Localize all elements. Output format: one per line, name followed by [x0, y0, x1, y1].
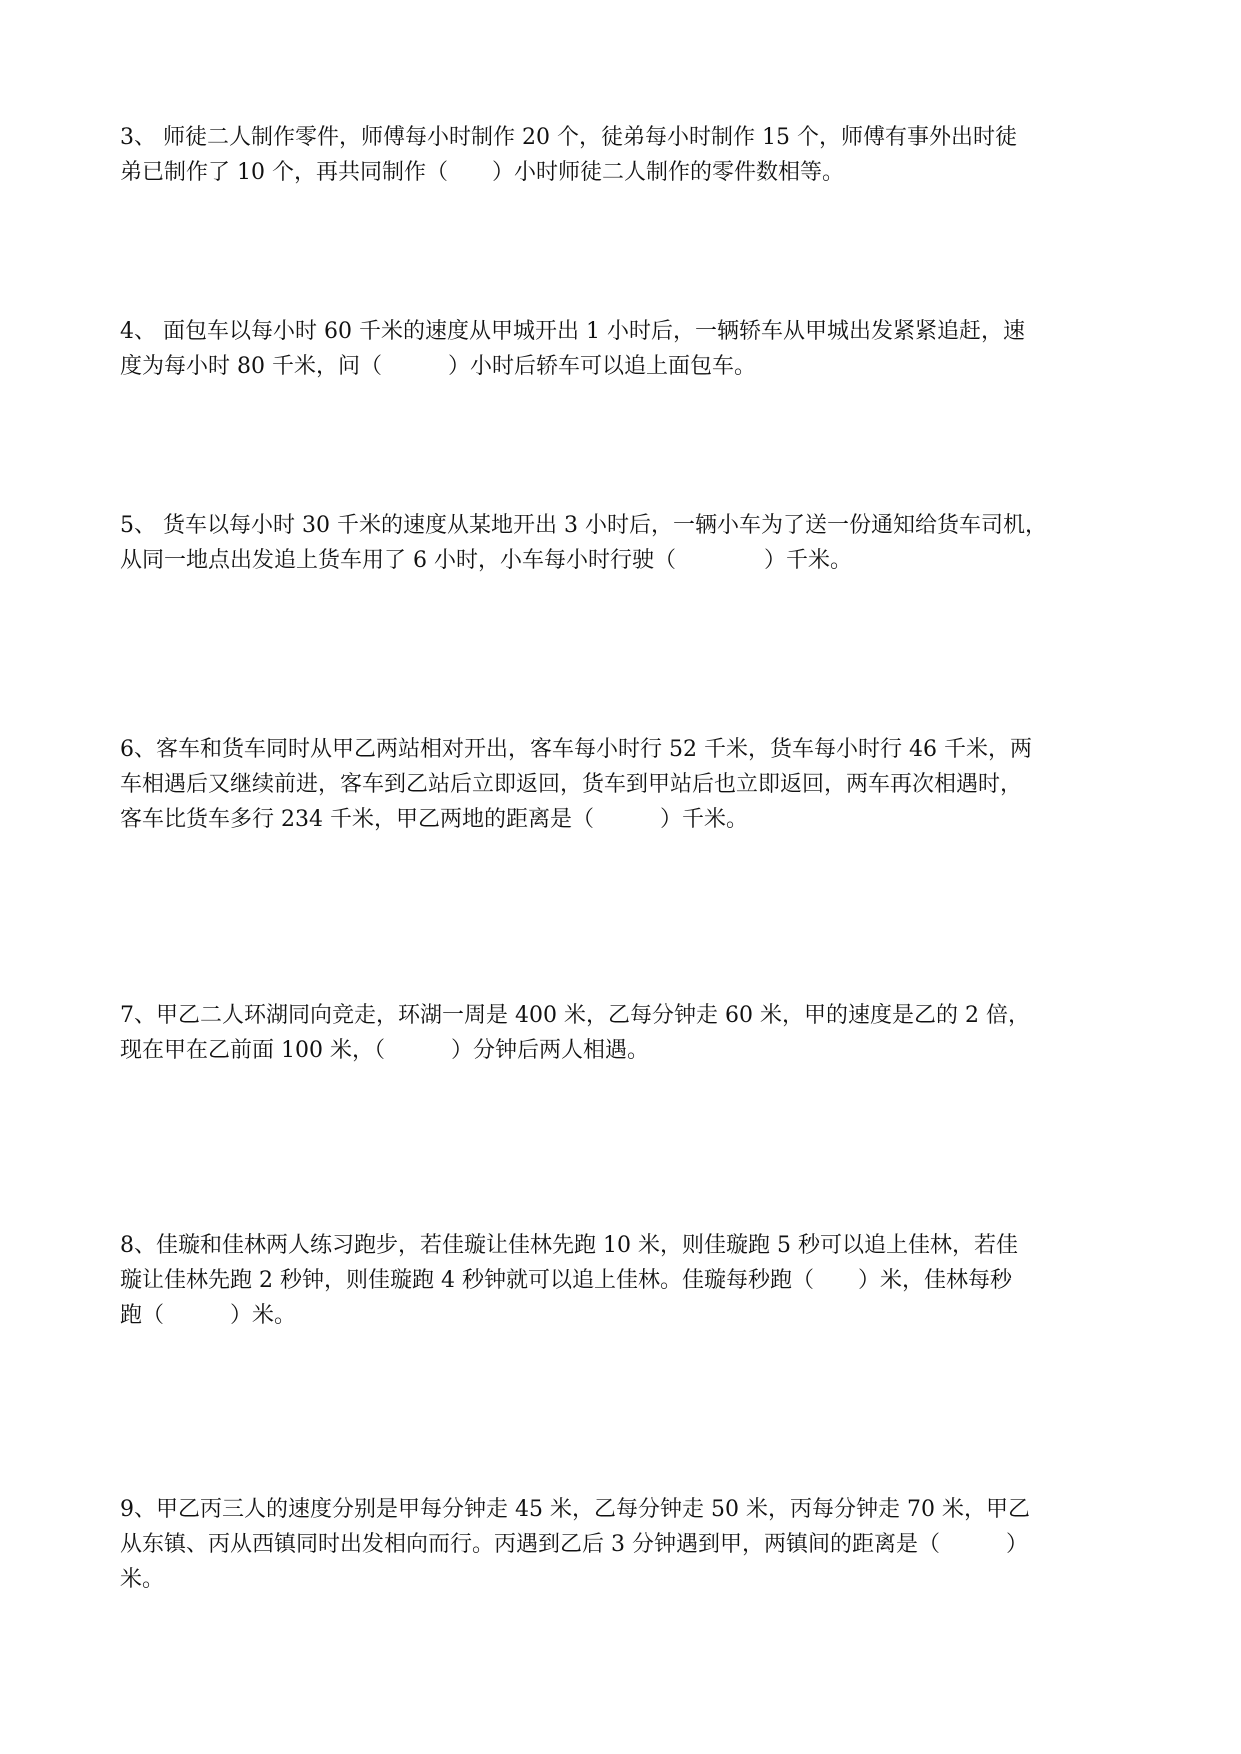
- question-line: 9、甲乙丙三人的速度分别是甲每分钟走 45 米，乙每分钟走 50 米，丙每分钟走 70 米，甲乙: [120, 1497, 1030, 1522]
- question-8: [120, 1228, 1130, 1333]
- question-line: 6、客车和货车同时从甲乙两站相对开出，客车每小时行 52 千米，货车每小时行 46 千米，两: [120, 737, 1032, 762]
- question-7: [120, 998, 1130, 1068]
- question-line: 弟已制作了 10 个，再共同制作（ ）小时师徒二人制作的零件数相等。: [120, 160, 844, 185]
- question-line: 3、 师徒二人制作零件，师傅每小时制作 20 个，徒弟每小时制作 15 个，师傅有事外出时徒: [120, 125, 1017, 150]
- question-line: 度为每小时 80 千米，问（ ）小时后轿车可以追上面包车。: [120, 354, 756, 379]
- question-line: 现在甲在乙前面 100 米，（ ）分钟后两人相遇。: [120, 1038, 649, 1063]
- question-line: 从东镇、丙从西镇同时出发相向而行。丙遇到乙后 3 分钟遇到甲，两镇间的距离是（ ）: [120, 1532, 1028, 1557]
- question-line: 璇让佳林先跑 2 秒钟，则佳璇跑 4 秒钟就可以追上佳林。佳璇每秒跑（ ）米，佳林每秒: [120, 1268, 1012, 1293]
- question-line: 7、甲乙二人环湖同向竞走，环湖一周是 400 米，乙每分钟走 60 米，甲的速度是乙的 2 倍，: [120, 1003, 1030, 1028]
- question-4: [120, 314, 1130, 384]
- question-line: 4、 面包车以每小时 60 千米的速度从甲城开出 1 小时后，一辆轿车从甲城出发紧紧追赶，速: [120, 319, 1025, 344]
- question-line: 5、 货车以每小时 30 千米的速度从某地开出 3 小时后，一辆小车为了送一份通知给货车司机，: [120, 513, 1047, 538]
- question-line: 从同一地点出发追上货车用了 6 小时，小车每小时行驶（ ）千米。: [120, 548, 852, 573]
- question-line: 客车比货车多行 234 千米，甲乙两地的距离是（ ）千米。: [120, 807, 748, 832]
- question-line: 8、佳璇和佳林两人练习跑步，若佳璇让佳林先跑 10 米，则佳璇跑 5 秒可以追上佳林，若佳: [120, 1233, 1018, 1258]
- question-5: [120, 508, 1130, 578]
- question-line: 米。: [120, 1567, 165, 1592]
- question-line: 车相遇后又继续前进，客车到乙站后立即返回，货车到甲站后也立即返回，两车再次相遇时，: [120, 772, 1023, 797]
- question-line: 跑（ ）米。: [120, 1303, 297, 1328]
- question-3: [120, 120, 1130, 190]
- question-6: [120, 732, 1130, 837]
- question-9: [120, 1492, 1130, 1597]
